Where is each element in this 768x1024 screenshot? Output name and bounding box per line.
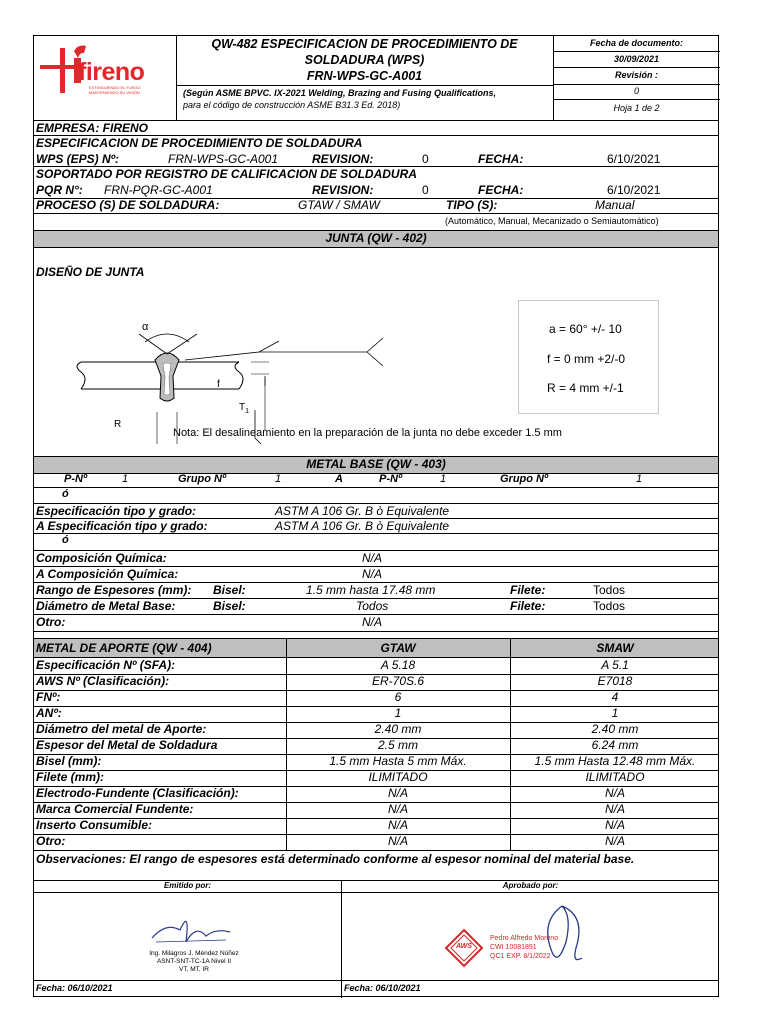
tipo-value: Manual [595, 198, 635, 212]
param-r: R = 4 mm +/-1 [547, 381, 624, 395]
doc-title-line2: SOLDADURA (WPS) [304, 53, 425, 67]
pqr-fecha-label: FECHA: [478, 183, 524, 197]
a-label: A [335, 473, 343, 485]
diseno-junta-label: DISEÑO DE JUNTA [36, 265, 145, 279]
otro-base-value: N/A [362, 615, 383, 629]
aporte-row-label: AWS Nº (Clasificación): [36, 674, 170, 688]
grupo2-value: 1 [636, 473, 643, 485]
aprobado-qc1: QC1 EXP. 8/1/2022 [490, 953, 551, 960]
aporte-row-label: Filete (mm): [36, 770, 105, 784]
rango-label: Rango de Espesores (mm): [36, 583, 192, 597]
aporte-row-label: ANº: [36, 706, 62, 720]
wps-fecha-label: FECHA: [478, 152, 524, 166]
logo-wordmark: fireno [78, 58, 145, 86]
emitido-label: Emitido por: [163, 881, 212, 890]
a-espec-label: A Especificación tipo y grado: [36, 519, 208, 533]
param-alpha: a = 60° +/- 10 [549, 322, 622, 336]
logo-tagline-2: MANTENIENDO SU VISIÓN [89, 90, 140, 95]
joint-params-box [518, 300, 659, 414]
espec-label: Especificación tipo y grado: [36, 504, 197, 518]
pqr-revision-value: 0 [422, 183, 429, 197]
metal-aporte-section-title: METAL DE APORTE (QW - 404) [36, 641, 212, 655]
aporte-row-gtaw: 1.5 mm Hasta 5 mm Máx. [329, 754, 467, 768]
fecha-aprobado: Fecha: 06/10/2021 [344, 983, 421, 993]
aporte-row-label: Espesor del Metal de Soldadura [36, 738, 218, 752]
fecha-documento-value: 30/09/2021 [613, 54, 660, 64]
a-comp-value: N/A [362, 567, 383, 581]
doc-title-line1: QW-482 ESPECIFICACION DE PROCEDIMIENTO DE [211, 37, 518, 51]
pqr-number: FRN-PQR-GC-A001 [104, 183, 213, 197]
empresa: EMPRESA: FIRENO [36, 121, 149, 135]
aporte-row-gtaw: 2.5 mm [377, 738, 418, 752]
especificacion-title: ESPECIFICACION DE PROCEDIMIENTO DE SOLDADURA [36, 136, 363, 150]
grupo-label: Grupo Nº [178, 473, 227, 485]
param-f: f = 0 mm +2/-0 [547, 352, 626, 366]
otro-base-label: Otro: [36, 615, 66, 629]
proceso-label: PROCESO (S) DE SOLDADURA: [36, 198, 220, 212]
revision-label: Revisión : [614, 70, 658, 80]
rango-bisel-label: Bisel: [213, 583, 246, 597]
doc-subtitle-line1: (Según ASME BPVC. IX-2021 Welding, Brazing and Fusing Qualifications, [183, 88, 497, 98]
aporte-row-smaw: 2.40 mm [591, 722, 639, 736]
aporte-row-gtaw: ER-70S.6 [371, 674, 425, 688]
diametro-bisel-value: Todos [356, 599, 389, 613]
tipo-note: (Automático, Manual, Mecanizado o Semiautomático) [445, 216, 659, 226]
diametro-filete-value: Todos [593, 599, 626, 613]
emitido-cert: ASNT-SNT-TC-1A Nivel II [156, 958, 232, 965]
wps-fecha-value: 6/10/2021 [607, 152, 661, 166]
diametro-filete-label: Filete: [510, 599, 546, 613]
aws-stamp-text: AWS [456, 943, 472, 950]
pno-label: P-Nº [64, 473, 87, 485]
aporte-row-smaw: 6.24 mm [591, 738, 639, 752]
wps-number: FRN-WPS-GC-A001 [168, 152, 279, 166]
rango-filete-label: Filete: [510, 583, 546, 597]
grupo2-label: Grupo Nº [500, 473, 549, 485]
aporte-row-gtaw: N/A [387, 818, 408, 832]
f-label: f [217, 379, 220, 390]
aporte-row-smaw: ILIMITADO [585, 770, 645, 784]
aporte-row-label: Marca Comercial Fundente: [36, 802, 194, 816]
aporte-row-smaw: E7018 [597, 674, 633, 688]
comp-label: Composición Química: [36, 551, 167, 565]
wps-label: WPS (EPS) Nº: [36, 152, 120, 166]
aprobado-name: Pedro Alfredo Moreno [490, 935, 559, 942]
pqr-fecha-value: 6/10/2021 [607, 183, 661, 197]
rango-bisel-value: 1.5 mm hasta 17.48 mm [306, 583, 436, 597]
col-gtaw-header: GTAW [380, 641, 416, 655]
logo [34, 36, 176, 120]
rango-filete-value: Todos [593, 583, 626, 597]
fecha-emitido: Fecha: 06/10/2021 [36, 983, 113, 993]
aporte-row-gtaw: N/A [387, 802, 408, 816]
alpha-label: α [142, 321, 149, 333]
diametro-label: Diámetro de Metal Base: [36, 599, 176, 613]
espec-value: ASTM A 106 Gr. B ò Equivalente [275, 504, 450, 518]
t-label: $T_1$ [239, 402, 250, 415]
aporte-row-smaw: 1 [611, 706, 619, 720]
a-espec-value: ASTM A 106 Gr. B ò Equivalente [275, 519, 450, 533]
aprobado-signature [532, 902, 592, 972]
comp-value: N/A [362, 551, 383, 565]
fecha-documento-label: Fecha de documento: [589, 38, 683, 48]
aporte-row-gtaw: A 5.18 [380, 658, 416, 672]
observaciones: Observaciones: El rango de espesores está determinado conforme al espesor nominal del material base. [36, 852, 635, 866]
grupo-value: 1 [275, 473, 282, 485]
aporte-row-label: Otro: [36, 834, 66, 848]
proceso-value: GTAW / SMAW [298, 198, 381, 212]
pno-value: 1 [122, 473, 129, 485]
tipo-label: TIPO (S): [446, 198, 498, 212]
aporte-row-label: Bisel (mm): [36, 754, 102, 768]
aporte-row-label: Inserto Consumible: [36, 818, 153, 832]
revision-value: 0 [633, 86, 639, 96]
pqr-revision-label: REVISION: [312, 183, 374, 197]
a-comp-label: A Composición Química: [36, 567, 179, 581]
logo-tagline-1: EXTINGUIENDO EL FUEGO [89, 85, 141, 90]
metal-base-section-title: METAL BASE (QW - 403) [306, 457, 446, 471]
pno2-value: 1 [440, 473, 447, 485]
aporte-row-smaw: N/A [604, 802, 625, 816]
o-separator-1: ó [62, 488, 69, 500]
doc-subtitle-line2: para el código de construcción ASME B31.3 Ed. 2018) [183, 100, 401, 110]
o-separator-2: ó [62, 534, 69, 546]
doc-title-line3: FRN-WPS-GC-A001 [306, 69, 423, 83]
hoja-numero: Hoja 1 de 2 [613, 103, 660, 113]
aporte-row-gtaw: ILIMITADO [368, 770, 428, 784]
aporte-row-label: FNº: [36, 690, 61, 704]
wps-document [33, 35, 719, 997]
diametro-bisel-label: Bisel: [213, 599, 246, 613]
emitido-signature [146, 902, 236, 950]
aporte-row-smaw: 1.5 mm Hasta 12.48 mm Máx. [534, 754, 696, 768]
aprobado-cwi: CWI 10081891 [490, 944, 537, 951]
wps-revision-label: REVISION: [312, 152, 374, 166]
aporte-row-gtaw: 1 [394, 706, 402, 720]
aporte-row-smaw: N/A [604, 834, 625, 848]
col-smaw-header: SMAW [596, 641, 634, 655]
pno2-label: P-Nº [379, 473, 402, 485]
aporte-row-label: Diámetro del metal de Aporte: [36, 722, 207, 736]
wps-revision-value: 0 [422, 152, 429, 166]
emitido-name: Ing. Milagros J. Méndez Núñez [149, 950, 239, 957]
junta-note: Nota: El desalineamiento en la preparación de la junta no debe exceder 1.5 mm [173, 427, 562, 439]
aporte-row-smaw: N/A [604, 786, 625, 800]
aporte-row-label: Especificación Nº (SFA): [36, 658, 176, 672]
aporte-row-gtaw: 2.40 mm [374, 722, 422, 736]
aporte-row-smaw: N/A [604, 818, 625, 832]
pqr-label: PQR N°: [36, 183, 83, 197]
r-label: R [114, 419, 122, 430]
aporte-row-smaw: 4 [611, 690, 619, 704]
aporte-row-label: Electrodo-Fundente (Clasificación): [36, 786, 239, 800]
emitido-methods: VT, MT, IR [179, 966, 209, 973]
junta-section-title: JUNTA (QW - 402) [325, 231, 427, 245]
aporte-row-gtaw: 6 [394, 690, 402, 704]
aprobado-label: Aprobado por: [502, 881, 559, 890]
aporte-row-gtaw: N/A [387, 834, 408, 848]
aporte-row-smaw: A 5.1 [601, 658, 629, 672]
soportado-title: SOPORTADO POR REGISTRO DE CALIFICACION DE SOLDADURA [36, 167, 417, 181]
aporte-row-gtaw: N/A [387, 786, 408, 800]
